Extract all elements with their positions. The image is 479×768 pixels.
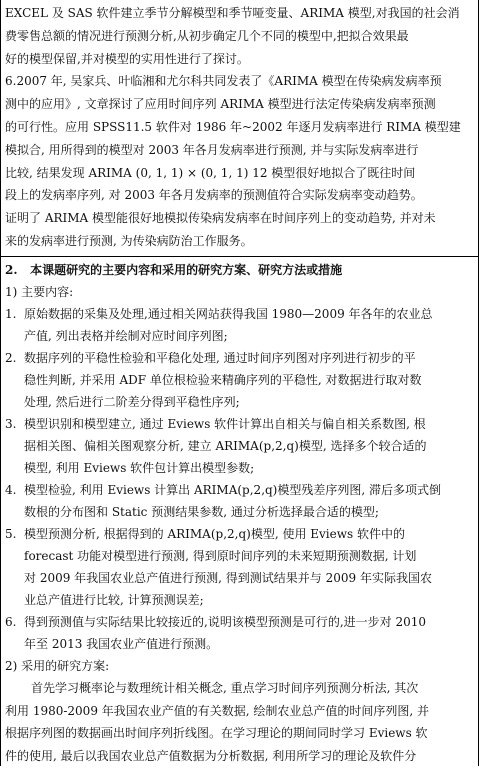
text-line: 段上的发病率序列, 对 2003 年各月发病率的预测值符合实际发病率变动趋势。 [5, 188, 423, 203]
text-line: 根据序列图的数据画出时间序列折线图。在学习理论的期间同时学习 Eviews 软 [5, 726, 428, 741]
text-line: 测中的应用》, 文章探讨了应用时间序列 ARIMA 模型进行法定传染病发病率预测 [5, 97, 436, 112]
subheading-research-plan: 2) 采用的研究方案: [5, 658, 110, 673]
text-line: 年至 2013 我国农业产值进行预测。 [24, 636, 219, 651]
list-item-number: 4. [5, 482, 17, 497]
list-item [5, 303, 473, 347]
list-item-number: 3. [5, 416, 17, 431]
text-line: 来的发病率进行预测, 为传染病防治工作服务。 [5, 233, 253, 248]
paragraph-excel-sas [5, 2, 473, 70]
text-line: 产值, 列出表格并绘制对应时间序列图; [24, 328, 228, 343]
text-line: 模型识别和模型建立, 通过 Eviews 软件计算出自相关与偏自相关系数图, 根 [24, 416, 426, 431]
text-line: 好的模型保留,并对模型的实用性进行了探讨。 [5, 51, 249, 66]
text-line: 模型, 利用 Eviews 软件包计算出模型参数; [24, 460, 255, 475]
text-line: 利用 1980-2009 年我国农业产值的有关数据, 绘制农业总产值的时间序列图, 并 [5, 703, 430, 718]
text-line: 模拟合, 用所得到的模型对 2003 年各月发病率进行预测, 并与实际发病率进行 [5, 142, 419, 157]
text-line: 模型检验, 利用 Eviews 计算出 ARIMA(p,2,q)模型残差序列图, 滞后多项式倒 [24, 482, 441, 497]
text-line: 数据序列的平稳性检验和平稳化处理, 通过时间序列图对序列进行初步的平 [24, 350, 416, 365]
text-line: 首先学习概率论与数理统计相关概念, 重点学习时间序列预测分析法, 其次 [31, 680, 419, 695]
text-line: 处理, 然后进行二阶差分得到平稳性序列; [24, 394, 240, 409]
list-item-number: 1. [5, 306, 17, 321]
text-line: 业总产值进行比较, 计算预测误差; [24, 592, 204, 607]
text-line: 对 2009 年我国农业总产值进行预测, 得到测试结果并与 2009 年实际我国农 [24, 570, 432, 585]
list-item [5, 347, 473, 413]
list-item-number: 6. [5, 614, 17, 629]
section-number: 2. [5, 262, 18, 277]
text-line: 稳性判断, 并采用 ADF 单位根检验来精确序列的平稳性, 对数据进行取对数 [24, 372, 422, 387]
section-heading [5, 259, 473, 281]
text-line: 模型预测分析, 根据得到的 ARIMA(p,2,q)模型, 使用 Eviews 软件中的 [24, 526, 405, 541]
text-line: EXCEL 及 SAS 软件建立季节分解模型和季节哑变量、ARIMA 模型,对我国的社会消 [5, 6, 460, 20]
list-item [5, 413, 473, 479]
subheading-main-content: 1) 主要内容: [5, 284, 74, 299]
text-line: 数根的分布图和 Static 预测结果参数, 通过分析选择最合适的模型; [24, 504, 379, 519]
text-line: 证明了 ARIMA 模型能很好地模拟传染病发病率在时间序列上的变动趋势, 并对未 [5, 211, 436, 226]
paragraph-research-plan [5, 677, 473, 768]
text-line: 得到预测值与实际结果比较接近的,说明该模型预测是可行的,进一步对 2010 [24, 614, 426, 629]
text-line: 的可行性。应用 SPSS11.5 软件对 1986 年~2002 年逐月发病率进行 RIMA 模型建 [5, 119, 461, 134]
list-item [5, 479, 473, 523]
text-line: 件的使用, 最后以我国农业总产值数据为分析数据, 利用所学习的理论及软件分 [5, 749, 417, 764]
list-item [5, 611, 473, 655]
section-divider [0, 256, 478, 257]
document-body [5, 2, 473, 768]
paragraph-arima-epidemic [5, 70, 473, 252]
text-line: 原始数据的采集及处理,通过相关网站获得我国 1980—2009 年各年的农业总 [24, 306, 433, 321]
text-line: 费零售总额的情况进行预测分析,从初步确定几个不同的模型中,把拟合效果最 [5, 28, 409, 43]
text-line: 比较, 结果发现 ARIMA (0, 1, 1) × (0, 1, 1) 12 模型很好地拟合了既往时间 [5, 165, 416, 180]
section-title: 本课题研究的主要内容和采用的研究方案、研究方法或措施 [30, 262, 343, 277]
list-item-number: 2. [5, 350, 17, 365]
text-line: 据相关图、偏相关图观察分析, 建立 ARIMA(p,2,q)模型, 选择多个较合适的 [24, 438, 427, 453]
text-line: forecast 功能对模型进行预测, 得到原时间序列的未来短期预测数据, 计划 [24, 548, 417, 563]
text-line: 6.2007 年, 吴家兵、叶临湘和尤尔科共同发表了《ARIMA 模型在传染病发病率预 [5, 74, 442, 89]
list-item-number: 5. [5, 526, 17, 541]
list-item [5, 523, 473, 611]
